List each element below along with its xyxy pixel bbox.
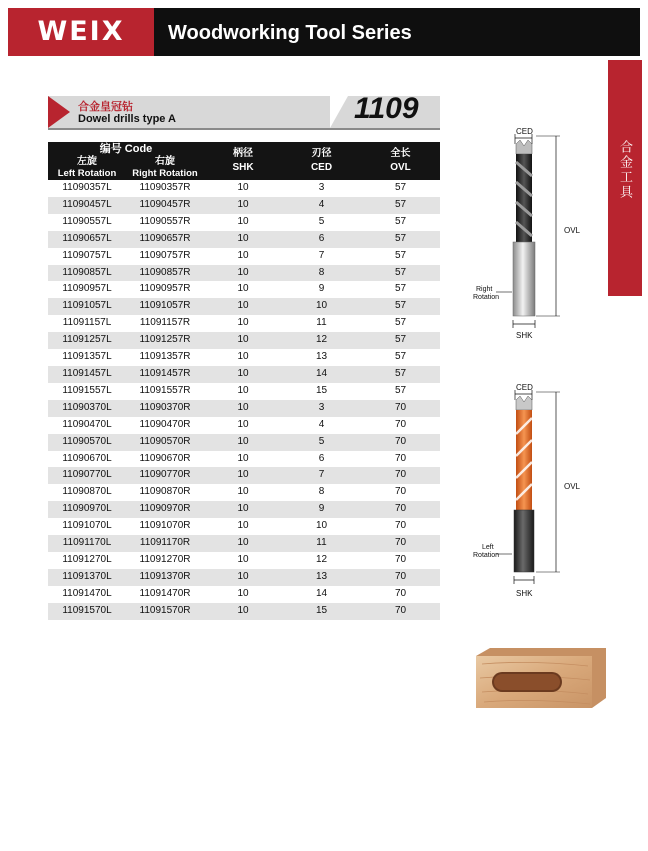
cell-shk: 10 xyxy=(204,400,282,417)
wood-sample-image xyxy=(470,648,610,710)
table-row xyxy=(48,467,440,484)
cell-ced: 14 xyxy=(282,586,361,603)
cell-shk: 10 xyxy=(204,451,282,468)
header-ovl-cn: 全长 xyxy=(390,148,411,159)
header-ced xyxy=(282,142,361,180)
header-ovl xyxy=(361,142,440,180)
cell-left-code: 11090970L xyxy=(48,501,126,518)
table-row xyxy=(48,281,440,298)
cell-right-code: 11091170R xyxy=(126,535,204,552)
cell-ovl: 57 xyxy=(361,349,440,366)
spec-table xyxy=(48,142,440,620)
cell-right-code: 11091157R xyxy=(126,315,204,332)
cell-right-code: 11091370R xyxy=(126,569,204,586)
cell-right-code: 11091057R xyxy=(126,298,204,315)
cell-left-code: 11090757L xyxy=(48,248,126,265)
cell-ced: 9 xyxy=(282,281,361,298)
cell-ced: 5 xyxy=(282,214,361,231)
header-shk xyxy=(204,142,282,180)
cell-left-code: 11090770L xyxy=(48,467,126,484)
cell-ovl: 57 xyxy=(361,248,440,265)
cell-ced: 15 xyxy=(282,383,361,400)
section-title-cn: 合金皇冠钻 xyxy=(78,101,133,113)
cell-left-code: 11090357L xyxy=(48,180,126,197)
cell-ovl: 70 xyxy=(361,552,440,569)
header-left-en: Left Rotation xyxy=(48,168,126,180)
cell-shk: 10 xyxy=(204,349,282,366)
cell-right-code: 11090370R xyxy=(126,400,204,417)
cell-shk: 10 xyxy=(204,366,282,383)
cell-ovl: 70 xyxy=(361,434,440,451)
cell-right-code: 11090970R xyxy=(126,501,204,518)
cell-left-code: 11091370L xyxy=(48,569,126,586)
cell-shk: 10 xyxy=(204,603,282,620)
cell-left-code: 11091357L xyxy=(48,349,126,366)
cell-ced: 11 xyxy=(282,315,361,332)
table-row xyxy=(48,197,440,214)
cell-ovl: 70 xyxy=(361,417,440,434)
cell-ovl: 57 xyxy=(361,231,440,248)
drill-right-illustration xyxy=(468,126,598,346)
cell-ced: 4 xyxy=(282,197,361,214)
cell-left-code: 11090470L xyxy=(48,417,126,434)
drill-left-rotation-line1: Left xyxy=(482,544,494,551)
cell-right-code: 11090470R xyxy=(126,417,204,434)
header-right-en: Right Rotation xyxy=(126,168,204,180)
cell-shk: 10 xyxy=(204,417,282,434)
cell-ced: 11 xyxy=(282,535,361,552)
cell-shk: 10 xyxy=(204,552,282,569)
section-title-en: Dowel drills type A xyxy=(78,113,177,125)
cell-ced: 6 xyxy=(282,231,361,248)
cell-ovl: 70 xyxy=(361,484,440,501)
brand-logo: WEIX xyxy=(37,16,125,47)
cell-left-code: 11091257L xyxy=(48,332,126,349)
table-row xyxy=(48,298,440,315)
table-row xyxy=(48,501,440,518)
cell-shk: 10 xyxy=(204,315,282,332)
cell-left-code: 11091557L xyxy=(48,383,126,400)
cell-left-code: 11091170L xyxy=(48,535,126,552)
cell-right-code: 11090357R xyxy=(126,180,204,197)
table-row xyxy=(48,586,440,603)
cell-ced: 10 xyxy=(282,518,361,535)
header-left-cn: 左旋 xyxy=(48,156,126,168)
cell-left-code: 11091570L xyxy=(48,603,126,620)
cell-right-code: 11090670R xyxy=(126,451,204,468)
cell-ovl: 70 xyxy=(361,586,440,603)
cell-left-code: 11090857L xyxy=(48,265,126,282)
cell-left-code: 11090370L xyxy=(48,400,126,417)
cell-shk: 10 xyxy=(204,586,282,603)
cell-shk: 10 xyxy=(204,265,282,282)
cell-ced: 7 xyxy=(282,467,361,484)
cell-ovl: 57 xyxy=(361,315,440,332)
cell-ced: 12 xyxy=(282,552,361,569)
cell-left-code: 11090557L xyxy=(48,214,126,231)
cell-shk: 10 xyxy=(204,180,282,197)
cell-right-code: 11091257R xyxy=(126,332,204,349)
cell-ced: 10 xyxy=(282,298,361,315)
cell-right-code: 11091457R xyxy=(126,366,204,383)
cell-left-code: 11091457L xyxy=(48,366,126,383)
cell-left-code: 11091070L xyxy=(48,518,126,535)
table-row xyxy=(48,434,440,451)
cell-shk: 10 xyxy=(204,197,282,214)
cell-ced: 12 xyxy=(282,332,361,349)
cell-ovl: 57 xyxy=(361,197,440,214)
drill-left-ovl-label: OVL xyxy=(564,482,581,491)
cell-shk: 10 xyxy=(204,518,282,535)
table-row xyxy=(48,552,440,569)
wood-block-illustration xyxy=(470,648,610,710)
drill-right-ovl-label: OVL xyxy=(564,226,581,235)
cell-right-code: 11090857R xyxy=(126,265,204,282)
cell-ovl: 57 xyxy=(361,265,440,282)
header-shk-cn: 柄径 xyxy=(233,148,253,159)
cell-left-code: 11090657L xyxy=(48,231,126,248)
cell-right-code: 11090570R xyxy=(126,434,204,451)
cell-ced: 15 xyxy=(282,603,361,620)
cell-ced: 3 xyxy=(282,400,361,417)
cell-ovl: 57 xyxy=(361,281,440,298)
cell-shk: 10 xyxy=(204,484,282,501)
cell-ced: 9 xyxy=(282,501,361,518)
drill-right-ced-label: CED xyxy=(516,127,533,136)
drill-left-ced-label: CED xyxy=(516,383,533,392)
cell-ced: 6 xyxy=(282,451,361,468)
header-ced-en: CED xyxy=(310,162,333,173)
table-row xyxy=(48,383,440,400)
drill-left-rotation-line2: Rotation xyxy=(473,552,500,559)
cell-right-code: 11090957R xyxy=(126,281,204,298)
header-right-cn: 右旋 xyxy=(126,156,204,168)
cell-right-code: 11091357R xyxy=(126,349,204,366)
cell-right-code: 11090557R xyxy=(126,214,204,231)
cell-right-code: 11090770R xyxy=(126,467,204,484)
cell-ovl: 70 xyxy=(361,501,440,518)
cell-shk: 10 xyxy=(204,434,282,451)
drill-left-illustration xyxy=(468,382,598,602)
banner-notch xyxy=(330,96,348,128)
drill-left-shk-label: SHK xyxy=(516,589,533,598)
table-row xyxy=(48,366,440,383)
cell-right-code: 11091270R xyxy=(126,552,204,569)
cell-left-code: 11091470L xyxy=(48,586,126,603)
cell-ovl: 57 xyxy=(361,332,440,349)
header-code: 编号 Code xyxy=(48,142,204,156)
header-ced-cn: 刃径 xyxy=(311,148,332,159)
cell-ovl: 57 xyxy=(361,366,440,383)
cell-right-code: 11090757R xyxy=(126,248,204,265)
cell-ovl: 57 xyxy=(361,180,440,197)
cell-shk: 10 xyxy=(204,248,282,265)
cell-shk: 10 xyxy=(204,467,282,484)
table-row xyxy=(48,332,440,349)
cell-shk: 10 xyxy=(204,332,282,349)
cell-right-code: 11090870R xyxy=(126,484,204,501)
table-row xyxy=(48,569,440,586)
cell-shk: 10 xyxy=(204,231,282,248)
cell-shk: 10 xyxy=(204,214,282,231)
cell-ovl: 57 xyxy=(361,298,440,315)
cell-ovl: 70 xyxy=(361,603,440,620)
section-code: 1109 xyxy=(354,92,419,125)
cell-ovl: 70 xyxy=(361,467,440,484)
cell-ovl: 70 xyxy=(361,569,440,586)
table-row xyxy=(48,484,440,501)
cell-ced: 8 xyxy=(282,484,361,501)
cell-left-code: 11091057L xyxy=(48,298,126,315)
cell-ced: 13 xyxy=(282,569,361,586)
table-row xyxy=(48,214,440,231)
series-title: Woodworking Tool Series xyxy=(168,22,412,44)
cell-shk: 10 xyxy=(204,383,282,400)
cell-left-code: 11091270L xyxy=(48,552,126,569)
cell-left-code: 11090457L xyxy=(48,197,126,214)
drill-right-shk-label: SHK xyxy=(516,331,533,340)
cell-right-code: 11091470R xyxy=(126,586,204,603)
cell-shk: 10 xyxy=(204,569,282,586)
cell-shk: 10 xyxy=(204,501,282,518)
cell-left-code: 11090570L xyxy=(48,434,126,451)
table-row xyxy=(48,603,440,620)
cell-right-code: 11090457R xyxy=(126,197,204,214)
cell-right-code: 11091070R xyxy=(126,518,204,535)
header-shk-en: SHK xyxy=(232,162,254,173)
cell-left-code: 11090957L xyxy=(48,281,126,298)
cell-ced: 8 xyxy=(282,265,361,282)
table-row xyxy=(48,349,440,366)
header-ovl-en: OVL xyxy=(390,162,411,173)
cell-ced: 14 xyxy=(282,366,361,383)
table-row xyxy=(48,451,440,468)
cell-right-code: 11091557R xyxy=(126,383,204,400)
table-row xyxy=(48,535,440,552)
table-row xyxy=(48,248,440,265)
cell-right-code: 11091570R xyxy=(126,603,204,620)
cell-shk: 10 xyxy=(204,281,282,298)
cell-right-code: 11090657R xyxy=(126,231,204,248)
cell-left-code: 11090670L xyxy=(48,451,126,468)
table-row xyxy=(48,400,440,417)
side-category-label: 合金工具 xyxy=(618,140,633,200)
cell-ovl: 57 xyxy=(361,383,440,400)
section-banner-underline xyxy=(48,128,440,130)
cell-ovl: 70 xyxy=(361,400,440,417)
cell-shk: 10 xyxy=(204,535,282,552)
drill-left-rotation xyxy=(468,382,598,602)
table-row xyxy=(48,417,440,434)
cell-shk: 10 xyxy=(204,298,282,315)
banner-arrow-icon xyxy=(48,96,70,128)
drill-right-rotation-line1: Right xyxy=(476,286,493,293)
table-row xyxy=(48,231,440,248)
cell-ced: 5 xyxy=(282,434,361,451)
cell-ovl: 57 xyxy=(361,214,440,231)
cell-ovl: 70 xyxy=(361,535,440,552)
table-row xyxy=(48,315,440,332)
cell-left-code: 11091157L xyxy=(48,315,126,332)
cell-ced: 13 xyxy=(282,349,361,366)
table-row xyxy=(48,180,440,197)
cell-ovl: 70 xyxy=(361,518,440,535)
drill-right-rotation xyxy=(468,126,598,346)
cell-ovl: 70 xyxy=(361,451,440,468)
cell-left-code: 11090870L xyxy=(48,484,126,501)
cell-ced: 3 xyxy=(282,180,361,197)
drill-right-rotation-line2: Rotation xyxy=(473,294,500,301)
cell-ced: 7 xyxy=(282,248,361,265)
table-row xyxy=(48,518,440,535)
cell-ced: 4 xyxy=(282,417,361,434)
table-row xyxy=(48,265,440,282)
